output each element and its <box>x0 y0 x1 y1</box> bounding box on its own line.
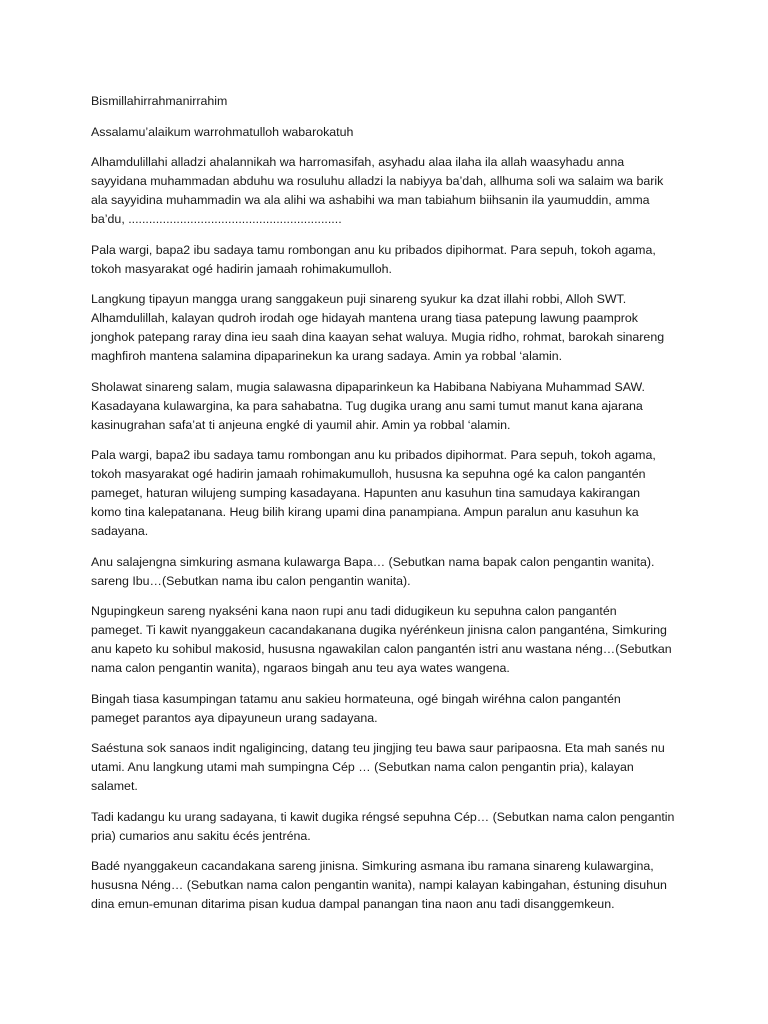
paragraph-joy: Bingah tiasa kasumpingan tatamu anu sakieu hormateuna, ogé bingah wiréhna calon pangantén pameget parantos aya dipayuneun urang sadayana. <box>91 691 621 725</box>
paragraph-introduction: Anu salajengna simkuring asmana kulawarga Bapa… (Sebutkan nama bapak calon pengantin wanita). sareng Ibu…(Sebutkan nama ibu calon pengantin wanita). <box>91 554 655 588</box>
paragraph-basmalah: Bismillahirrahmanirrahim <box>91 94 228 108</box>
paragraph-arrival: Saéstuna sok sanaos indit ngaligincing, datang teu jingjing teu bawa saur paripaosna. Eta mah sanés nu utami. Anu langkung utami mah sumpingna Cép … (Sebutkan nama calon pengantin pria), kalayan salamet. <box>91 741 665 793</box>
paragraph-salam: Assalamu’alaikum warrohmatulloh wabarokatuh <box>91 124 354 139</box>
paragraph-acceptance: Badé nyanggakeun cacandakana sareng jinisna. Simkuring asmana ibu ramana sinareng kulawargina, hususna Néng… (Sebutkan nama calon pengantin wanita), nampi kalayan kabingahan, éstuning disuhun dina emun-emunan ditarima pisan kudua dampal panangan tina naon anu tadi disanggemkeun. <box>91 859 667 911</box>
paragraph-welcome: Pala wargi, bapa2 ibu sadaya tamu rombongan anu ku pribados dipihormat. Para sepuh, tokoh agama, tokoh masyarakat ogé hadirin jamaah rohimakumulloh, hususna ka sepuhna ogé ka calon pangantén pameget, haturan wilujeng sumping kasadayana. Hapunten anu kasuhun tina samudaya kakirangan komo tina kalepatanana. Heug bilih kirang upami dina panampiana. Ampun paralun anu kasuhun ka sadayana. <box>91 448 656 538</box>
paragraph-speech: Tadi kadangu ku urang sadayana, ti kawit dugika réngsé sepuhna Cép… (Sebutkan nama calon pengantin pria) cumarios anu sakitu écés jentréna. <box>91 809 675 843</box>
paragraph-greeting: Pala wargi, bapa2 ibu sadaya tamu rombongan anu ku pribados dipihormat. Para sepuh, tokoh agama, tokoh masyarakat ogé hadirin jamaah rohimakumulloh. <box>91 242 656 276</box>
paragraph-witness: Ngupingkeun sareng nyakséni kana naon rupi anu tadi didugikeun ku sepuhna calon pangantén pameget. Ti kawit nyanggakeun cacandakanana dugika nyérénkeun jinisna calon panganténa, Simkuring anu kapeto ku sohibul makosid, hususna ngawakilan calon pangantén istri anu wastana néng…(Sebutkan nama calon pengantin wanita), ngaraos bingah anu teu aya wates wangena. <box>91 604 672 675</box>
document-body <box>91 92 691 926</box>
paragraph-gratitude: Langkung tipayun mangga urang sanggakeun puji sinareng syukur ka dzat illahi robbi, Alloh SWT. Alhamdulillah, kalayan qudroh irodah oge hidayah mantena urang tiasa patepung lawung paamprok jonghok patepang raray dina ieu saah dina kaayan sehat waluya. Mugia ridho, rohmat, barokah sinareng maghfiroh mantena salamina dipaparinekun ka urang sadaya. Amin ya robbal ‘alamin. <box>91 292 665 363</box>
paragraph-sholawat: Sholawat sinareng salam, mugia salawasna dipaparinkeun ka Habibana Nabiyana Muhammad SAW. Kasadayana kulawargina, ka para sahabatna. Tug dugika urang anu sami tumut manut kana ajarana kasinugrahan safa’at ti anjeuna engké di yaumil ahir. Amin ya robbal ‘alamin. <box>91 379 645 432</box>
paragraph-hamdalah: Alhamdulillahi alladzi ahalannikah wa harromasifah, asyhadu alaa ilaha ila allah waasyhadu anna sayyidana muhammadan abduhu wa rosuluhu alladzi la nabiyya ba’dah, allhuma soli wa salaim wa barik ala sayyidina muhammadin wa ala alihi wa ashabihi wa man tabiahum biihsanin ila yaumuddin, amma ba’du, .............................................................. <box>91 155 664 226</box>
